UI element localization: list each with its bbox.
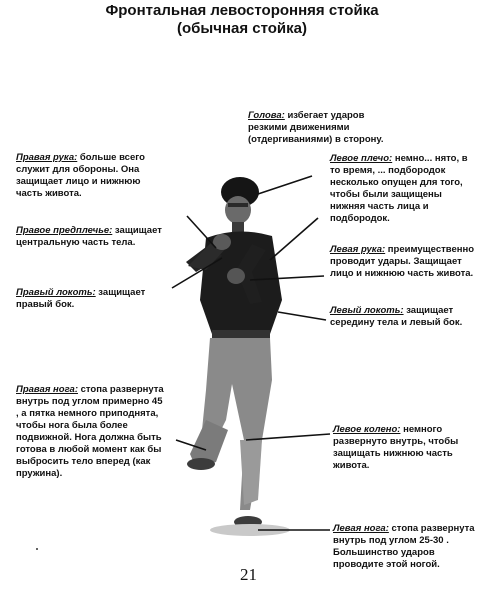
- note-head-label: Голова:: [248, 110, 285, 121]
- note-left-leg-label: Левая нога:: [333, 523, 389, 534]
- note-left-elbow: [330, 305, 475, 329]
- page-number: 21: [240, 565, 257, 584]
- note-left-leg-text: стопа развернута внутрь под углом 25-30 . Большинство ударов проводите этой ногой.: [333, 523, 475, 570]
- note-head-text: избегает ударов резкими движениями (отдергиваниями) в сторону.: [248, 110, 384, 145]
- scan-speck: [36, 548, 38, 550]
- note-left-elbow-label: Левый локоть:: [330, 305, 404, 316]
- note-left-shoulder: [330, 153, 475, 225]
- fighter-figure: [186, 177, 290, 536]
- note-right-elbow-label: Правый локоть:: [16, 287, 96, 298]
- note-left-arm-text: преимущественно проводит удары. Защищает лицо и нижнюю часть живота.: [330, 244, 475, 279]
- note-left-knee-label: Левое колено:: [333, 424, 401, 435]
- note-left-knee-text: немного развернуто внутрь, чтобы защищать нижнюю часть живота.: [333, 424, 459, 471]
- note-right-forearm: [16, 225, 166, 249]
- page-subtitle: (обычная стойка): [177, 20, 307, 37]
- note-right-elbow: [16, 287, 166, 311]
- page-title: Фронтальная левосторонняя стойка: [105, 2, 379, 19]
- note-left-shoulder-text: немно... нято, в то время, ... подбородок несколько опущен для того, чтобы были защищены нижняя часть лица и подбородок.: [330, 153, 468, 224]
- note-left-shoulder-label: Левое плечо:: [330, 153, 393, 164]
- note-left-leg: [333, 523, 478, 571]
- note-right-elbow-text: защищает правый бок.: [16, 287, 146, 310]
- note-right-arm-text: больше всего служит для обороны. Она защищает лицо и нижнюю часть живота.: [16, 152, 145, 199]
- note-right-arm-label: Правая рука:: [16, 152, 78, 163]
- note-right-leg: [16, 384, 166, 480]
- note-right-arm: [16, 152, 166, 200]
- note-left-elbow-text: защищает середину тела и левый бок.: [330, 305, 463, 328]
- note-left-knee: [333, 424, 475, 472]
- note-left-arm-label: Левая рука:: [330, 244, 386, 255]
- note-head: [248, 110, 398, 146]
- note-right-leg-label: Правая нога:: [16, 384, 78, 395]
- note-right-forearm-text: защищает центральную часть тела.: [16, 225, 162, 248]
- note-right-leg-text: стопа развернута внутрь под углом примерно 45 , а пятка немного приподнята, чтобы нога была более подвижной. Нога должна быть готова в любой момент как бы выбросить тело вперед (как пружина).: [16, 384, 164, 479]
- note-right-forearm-label: Правое предплечье:: [16, 225, 113, 236]
- note-left-arm: [330, 244, 475, 280]
